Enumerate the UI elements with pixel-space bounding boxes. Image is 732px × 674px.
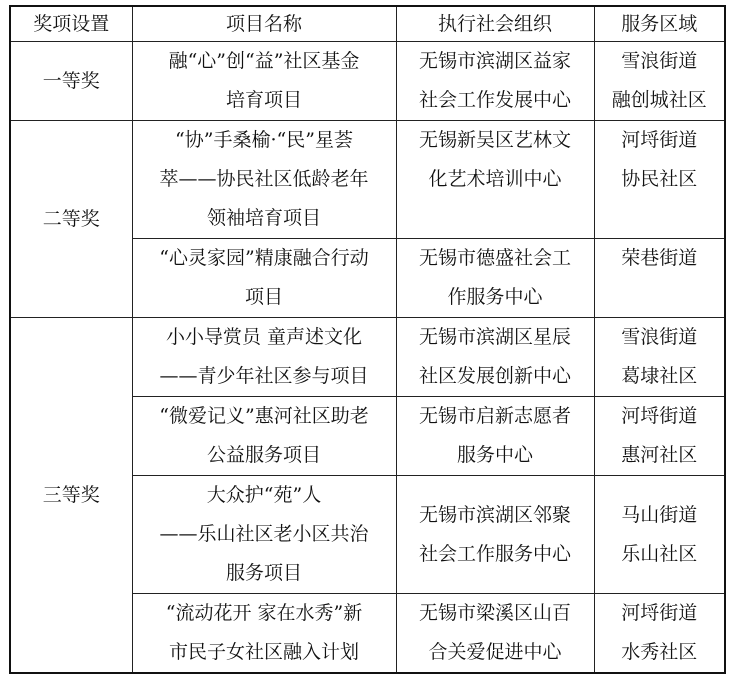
organization-line: 无锡市滨湖区益家: [418, 50, 571, 72]
project-name-line: 培育项目: [225, 89, 302, 111]
awards-table: [9, 5, 726, 674]
organization-line: 无锡市滨湖区星辰: [418, 326, 571, 348]
service-area-cell: [594, 42, 725, 121]
organization-line: 社会工作服务中心: [418, 542, 571, 565]
project-name-line: 服务项目: [225, 562, 302, 584]
organization-cell: [396, 594, 594, 674]
service-area-line: 葛埭社区: [621, 365, 698, 387]
organization-line: 服务中心: [456, 444, 533, 466]
service-area-cell: [594, 239, 725, 318]
service-area-cell: [594, 318, 725, 397]
header-project-name: 项目名称: [132, 6, 396, 42]
organization-line: 无锡新吴区艺林文: [418, 129, 571, 151]
service-area-cell: [594, 397, 725, 476]
project-name-line: 公益服务项目: [206, 444, 321, 466]
organization-cell: [396, 239, 594, 318]
organization-line: 社区发展创新中心: [418, 365, 571, 387]
project-name-line: “协”手桑榆·“民”星荟: [175, 129, 353, 151]
organization-line: 无锡市梁溪区山百: [418, 602, 571, 624]
service-area-line: 河埒街道: [621, 602, 698, 624]
table-row: [10, 121, 725, 239]
award-cell: 二等奖: [10, 121, 132, 318]
organization-cell: [396, 121, 594, 239]
service-area-line: 荣巷街道: [621, 247, 698, 269]
project-name-cell: [132, 397, 396, 476]
service-area-cell: [594, 476, 725, 594]
award-cell: 三等奖: [10, 318, 132, 674]
table-row: [10, 318, 725, 397]
project-name-line: ——乐山社区老小区共治: [159, 523, 369, 545]
service-area-line: 乐山社区: [621, 542, 698, 565]
project-name-cell: [132, 239, 396, 318]
header-award: 奖项设置: [10, 6, 132, 42]
organization-line: 无锡市滨湖区邻聚: [418, 503, 571, 526]
header-organization: 执行社会组织: [396, 6, 594, 42]
project-name-cell: [132, 476, 396, 594]
project-name-line: “微爱记义”惠河社区助老: [159, 405, 369, 427]
organization-cell: [396, 318, 594, 397]
project-name-line: 领袖培育项目: [206, 207, 321, 229]
project-name-line: 小小导赏员 童声述文化: [165, 326, 363, 348]
project-name-line: 融“心”创“益”社区基金: [168, 50, 360, 72]
organization-cell: [396, 42, 594, 121]
project-name-line: 萃——协民社区低龄老年: [159, 168, 369, 190]
organization-line: 无锡市启新志愿者: [418, 405, 571, 427]
project-name-line: “心灵家园”精康融合行动: [159, 247, 369, 269]
project-name-cell: [132, 594, 396, 674]
project-name-line: ——青少年社区参与项目: [159, 365, 369, 387]
project-name-line: 项目: [244, 286, 283, 308]
organization-line: 合关爱促进中心: [428, 641, 562, 663]
organization-cell: [396, 397, 594, 476]
service-area-line: 马山街道: [621, 503, 698, 526]
service-area-line: 水秀社区: [621, 641, 698, 663]
project-name-cell: [132, 318, 396, 397]
header-service-area: 服务区域: [594, 6, 725, 42]
organization-line: 社会工作发展中心: [418, 89, 571, 111]
organization-cell: [396, 476, 594, 594]
project-name-cell: [132, 121, 396, 239]
service-area-line: 雪浪街道: [621, 50, 698, 72]
service-area-cell: [594, 121, 725, 239]
organization-line: 作服务中心: [447, 286, 543, 308]
project-name-line: “流动花开 家在水秀”新: [165, 602, 363, 624]
award-cell: 一等奖: [10, 42, 132, 121]
service-area-line: 河埒街道: [621, 405, 698, 427]
service-area-cell: [594, 594, 725, 674]
service-area-line: 协民社区: [621, 168, 698, 190]
organization-line: 化艺术培训中心: [428, 168, 562, 190]
service-area-line: 雪浪街道: [621, 326, 698, 348]
project-name-line: 大众护“苑”人: [206, 484, 322, 506]
table-header-row: [10, 6, 725, 42]
project-name-line: 市民子女社区融入计划: [168, 641, 359, 663]
project-name-cell: [132, 42, 396, 121]
awards-table-container: [9, 5, 724, 661]
table-row: [10, 42, 725, 121]
service-area-line: 融创城社区: [611, 89, 707, 111]
organization-line: 无锡市德盛社会工: [418, 247, 571, 269]
service-area-line: 惠河社区: [621, 444, 698, 466]
service-area-line: 河埒街道: [621, 129, 698, 151]
